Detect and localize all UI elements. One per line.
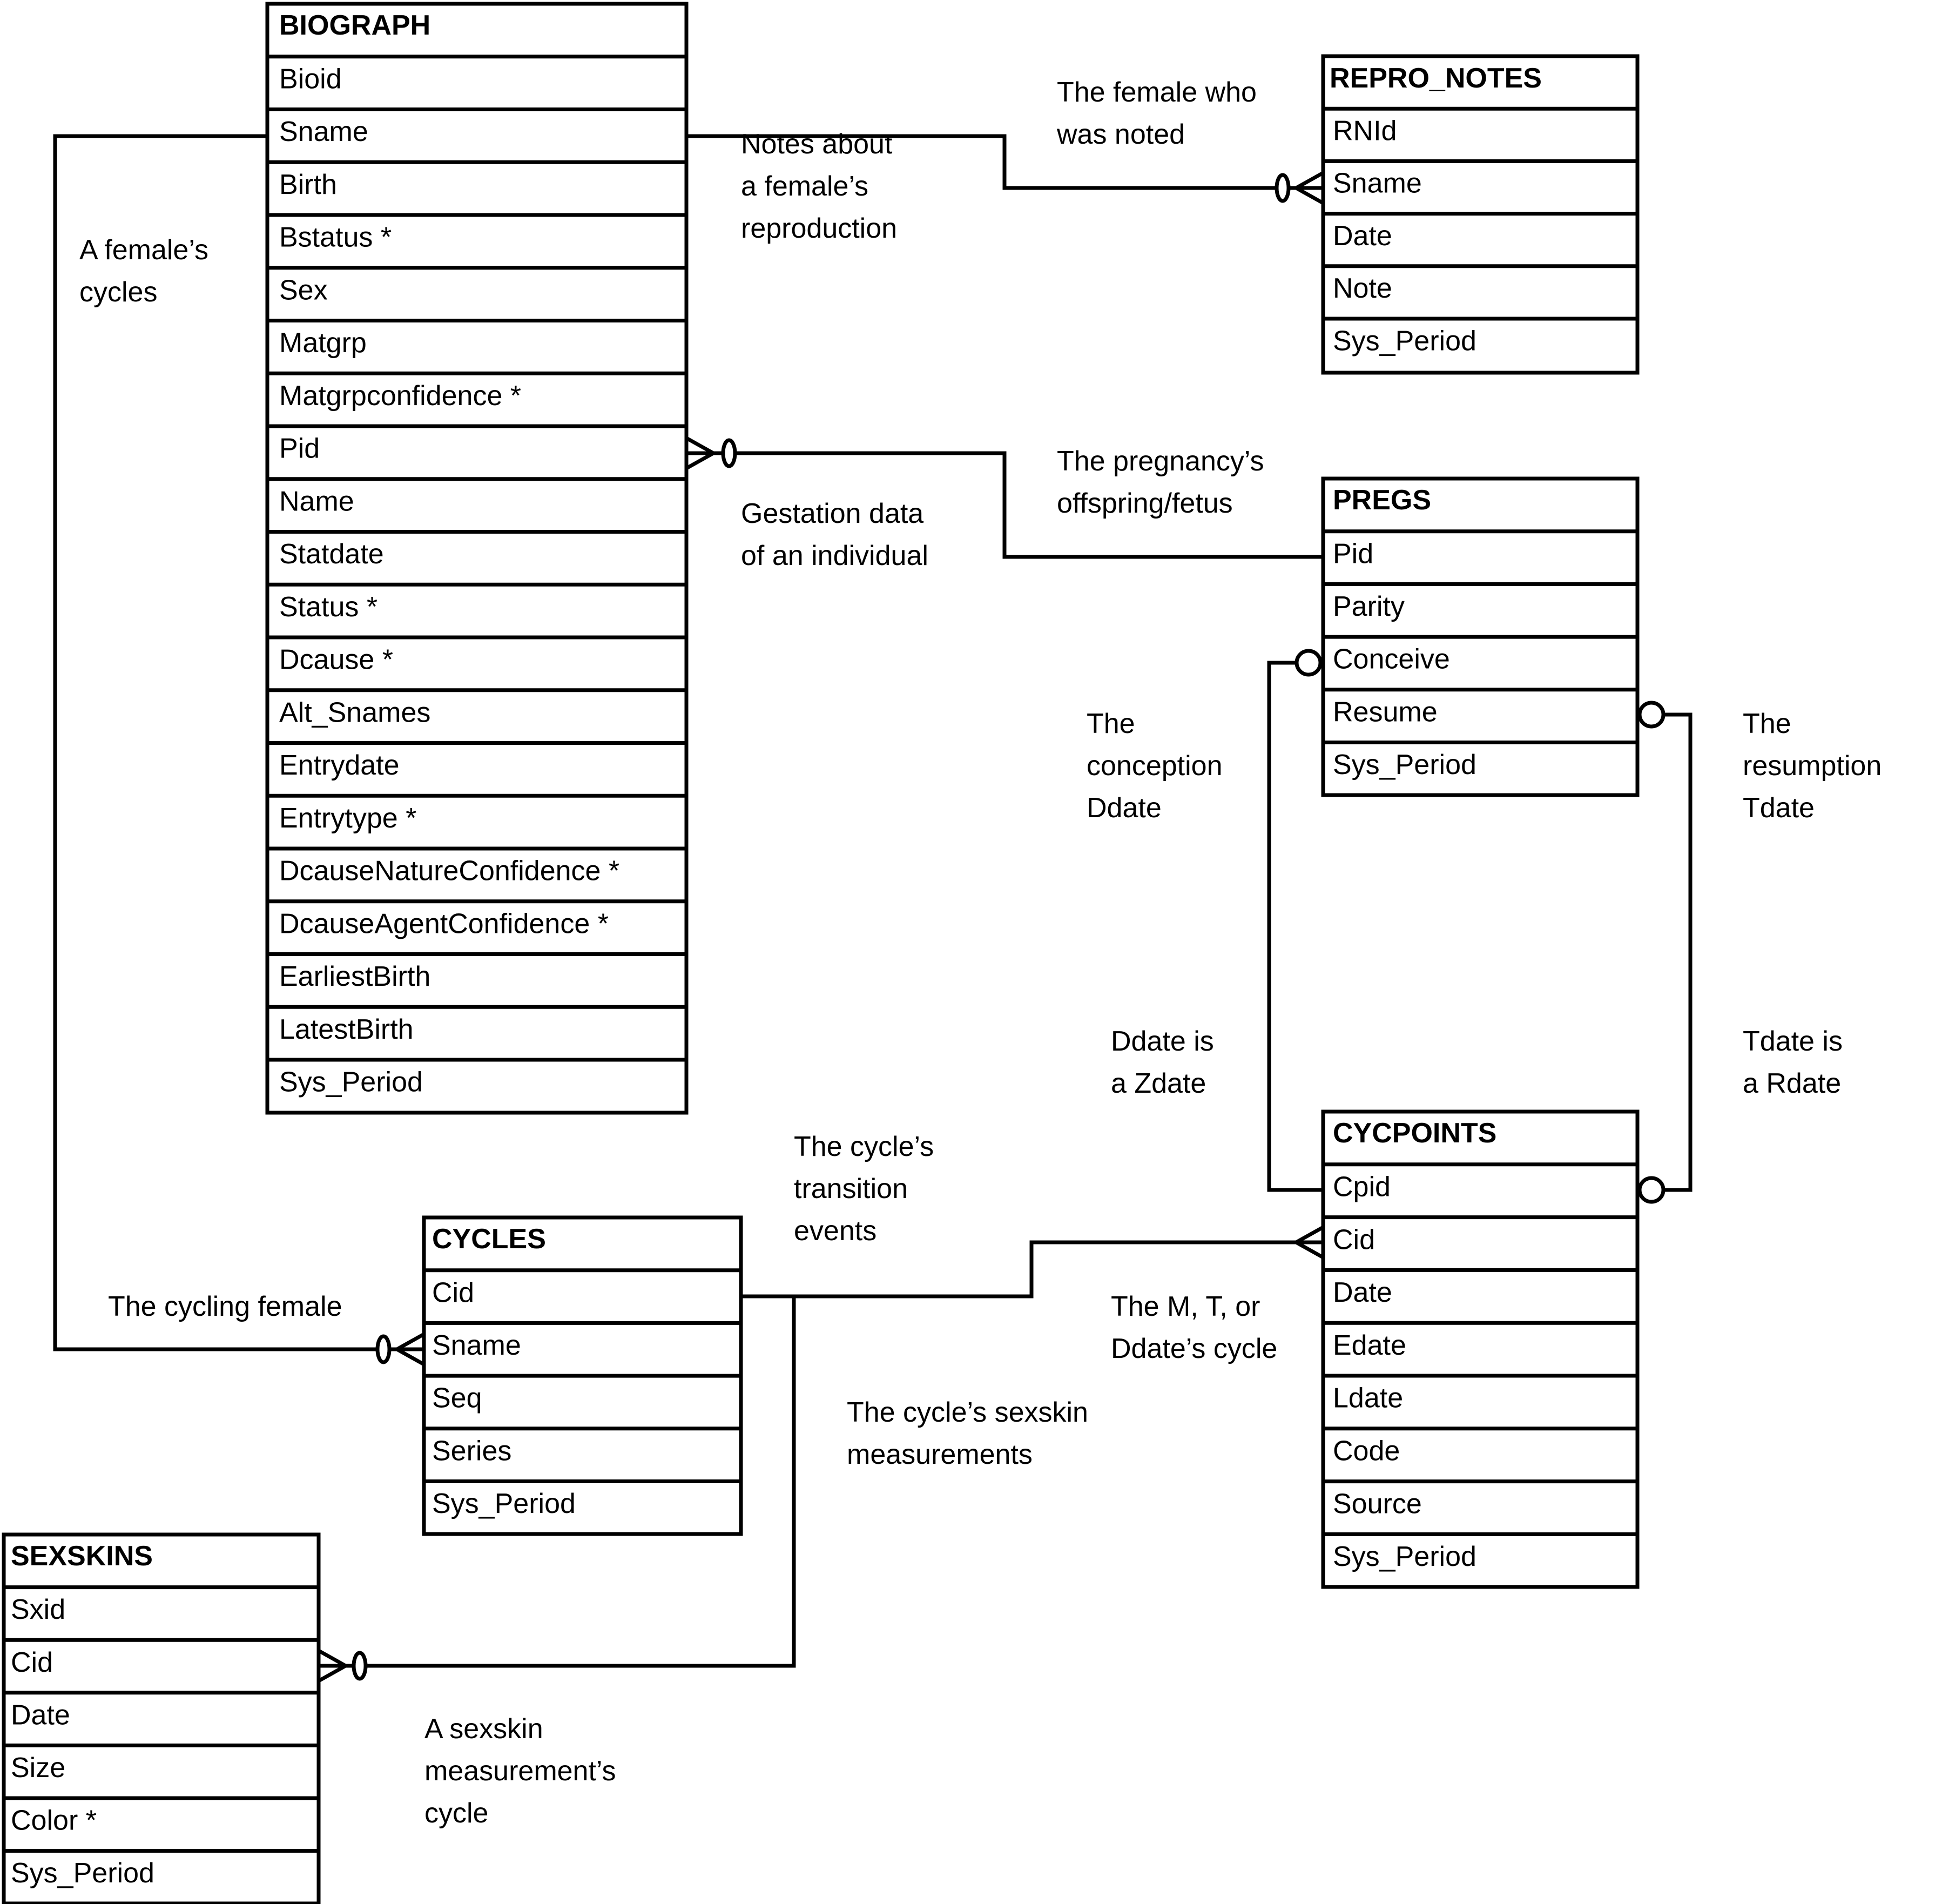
table-title: REPRO_NOTES: [1330, 63, 1542, 94]
table-field: Bioid: [279, 63, 342, 95]
table-field: Edate: [1333, 1329, 1406, 1361]
table-field: Date: [1333, 1277, 1392, 1309]
table-field: Cid: [432, 1277, 475, 1309]
annotation-pregnancy-offspring: The pregnancy’s offspring/fetus: [1057, 446, 1264, 519]
table-field: Birth: [279, 169, 337, 200]
table-field: Matgrpconfidence *: [279, 380, 522, 412]
table-field: Sname: [279, 116, 368, 148]
table-title: CYCPOINTS: [1333, 1118, 1497, 1149]
link-pregs-resume-cycpoints: [1637, 715, 1690, 1190]
table-field: Sys_Period: [432, 1488, 576, 1520]
table-field: Dcause *: [279, 644, 393, 676]
table-field: Ldate: [1333, 1382, 1404, 1414]
table-field: Cpid: [1333, 1171, 1391, 1203]
table-field: Sxid: [11, 1594, 66, 1626]
table-field: Sys_Period: [1333, 1541, 1476, 1573]
annotation-notes-about-female: Notes about a female’s reproduction: [741, 129, 898, 244]
table-title: SEXSKINS: [11, 1540, 153, 1572]
table-field: Sys_Period: [1333, 749, 1476, 781]
table-title: PREGS: [1333, 485, 1432, 516]
table-field: Sys_Period: [11, 1858, 154, 1889]
table-field: Date: [11, 1699, 70, 1731]
table-field: Code: [1333, 1435, 1400, 1467]
link-cycles-cycpoints: [741, 1242, 1323, 1296]
annotation-female-cycles: A female’s cycles: [79, 234, 208, 308]
table-field: Bstatus *: [279, 221, 392, 253]
table-field: Conceive: [1333, 643, 1450, 675]
annotation-sexskin-measurements: The cycle’s sexskin measurements: [847, 1397, 1088, 1470]
table-field: Sex: [279, 274, 328, 306]
table-cycles: [424, 1217, 741, 1534]
table-title: CYCLES: [432, 1223, 546, 1255]
table-pregs: [1323, 479, 1637, 795]
table-title: BIOGRAPH: [279, 10, 431, 41]
table-field: Date: [1333, 220, 1392, 252]
table-field: Cid: [11, 1646, 53, 1678]
table-field: RNId: [1333, 115, 1397, 147]
table-field: Status *: [279, 591, 378, 623]
table-field: Name: [279, 486, 354, 517]
table-field: Source: [1333, 1488, 1422, 1520]
annotation-resumption: The resumption Tdate: [1743, 708, 1882, 824]
table-field: Sname: [432, 1330, 521, 1362]
table-field: Sname: [1333, 167, 1422, 199]
table-field: Entrytype *: [279, 802, 417, 834]
table-field: Parity: [1333, 591, 1405, 623]
zero-marker: [1297, 651, 1320, 675]
table-field: Note: [1333, 273, 1392, 305]
table-field: Cid: [1333, 1224, 1376, 1256]
table-field: Pid: [1333, 538, 1374, 570]
zero-marker: [1640, 1178, 1663, 1202]
table-field: Size: [11, 1752, 66, 1784]
annotation-conception: The conception Ddate: [1087, 708, 1223, 824]
table-field: Pid: [279, 433, 320, 465]
annotation-tdate-rdate: Tdate is a Rdate: [1743, 1026, 1843, 1099]
table-field: Seq: [432, 1382, 482, 1414]
table-repro-notes: [1323, 56, 1637, 373]
annotation-ddate-zdate: Ddate is a Zdate: [1111, 1026, 1214, 1099]
table-field: DcauseNatureConfidence *: [279, 855, 620, 887]
table-field: Alt_Snames: [279, 697, 431, 729]
table-field: EarliestBirth: [279, 961, 431, 993]
table-field: Sys_Period: [279, 1066, 423, 1098]
annotation-sexskin-cycle: A sexskin measurement’s cycle: [424, 1713, 616, 1829]
table-field: Matgrp: [279, 327, 367, 359]
annotation-gestation-data: Gestation data of an individual: [741, 498, 928, 571]
annotation-female-who-noted: The female who was noted: [1057, 77, 1257, 150]
table-field: Statdate: [279, 539, 384, 570]
table-field: Entrydate: [279, 750, 400, 782]
table-field: Sys_Period: [1333, 325, 1476, 357]
table-cycpoints: [1323, 1112, 1637, 1587]
table-field: DcauseAgentConfidence *: [279, 908, 609, 940]
table-biograph: [267, 4, 686, 1113]
table-sexskins: [4, 1535, 319, 1903]
table-field: Color *: [11, 1805, 97, 1836]
table-field: LatestBirth: [279, 1013, 414, 1045]
annotation-transition-events: The cycle’s transition events: [794, 1131, 934, 1247]
link-pregs-conceive-cycpoints: [1269, 663, 1323, 1190]
zero-marker: [1640, 703, 1663, 726]
annotation-mtd-cycle: The M, T, or Ddate’s cycle: [1111, 1291, 1278, 1364]
annotation-cycling-female: The cycling female: [108, 1291, 342, 1322]
table-field: Resume: [1333, 696, 1438, 728]
table-field: Series: [432, 1435, 512, 1467]
